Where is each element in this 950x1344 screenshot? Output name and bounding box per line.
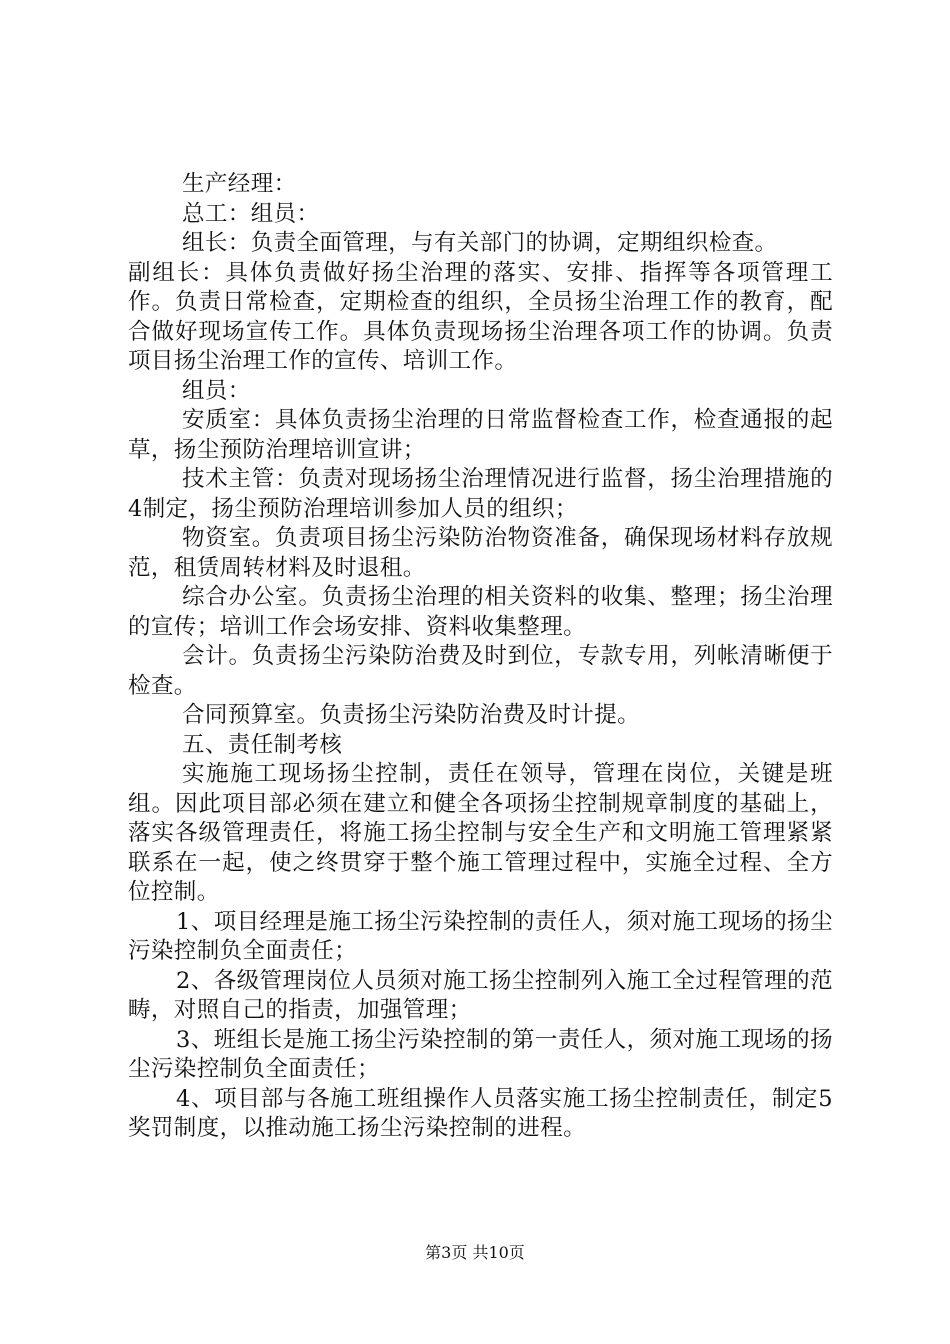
paragraph: 实施施工现场扬尘控制，责任在领导，管理在岗位，关键是班组。因此项目部必须在建立和健全各项扬尘控制规章制度的基础上，落实各级管理责任，将施工扬尘控制与安全生产和文明施工管理紧紧联系在一起，使之终贯穿于整个施工管理过程中，实施全过程、全方位控制。 — [128, 761, 833, 905]
list-item: 3、班组长是施工扬尘污染控制的第一责任人，须对施工现场的扬尘污染控制负全面责任； — [128, 1026, 833, 1082]
paragraph: 安质室：具体负责扬尘治理的日常监督检查工作，检查通报的起草，扬尘预防治理培训宣讲； — [128, 407, 833, 463]
paragraph: 会计。负责扬尘污染防治费及时到位，专款专用，列帐清晰便于检查。 — [128, 643, 833, 699]
page-footer: 第3页 共10页 — [425, 1243, 525, 1262]
paragraph: 组长：负责全面管理，与有关部门的协调，定期组织检查。 — [182, 230, 778, 256]
list-item: 4、项目部与各施工班组操作人员落实施工扬尘控制责任，制定5奖罚制度，以推动施工扬尘污染控制的进程。 — [128, 1085, 833, 1141]
list-item: 1、项目经理是施工扬尘污染控制的责任人，须对施工现场的扬尘污染控制负全面责任； — [128, 908, 833, 964]
paragraph: 总工：组员： — [182, 200, 320, 227]
paragraph: 综合办公室。负责扬尘治理的相关资料的收集、整理；扬尘治理的宣传；培训工作会场安排、资料收集整理。 — [128, 584, 833, 640]
paragraph: 技术主管：负责对现场扬尘治理情况进行监督，扬尘治理措施的4制定，扬尘预防治理培训参加人员的组织； — [128, 466, 833, 522]
section-heading: 五、责任制考核 — [182, 731, 343, 758]
paragraph: 合同预算室。负责扬尘污染防治费及时计提。 — [182, 702, 641, 728]
paragraph: 物资室。负责项目扬尘污染防治物资准备，确保现场材料存放规范，租赁周转材料及时退租。 — [128, 525, 833, 581]
list-item: 2、各级管理岗位人员须对施工扬尘控制列入施工全过程管理的范畴，对照自己的指责，加强管理； — [128, 967, 833, 1023]
paragraph: 副组长：具体负责做好扬尘治理的落实、安排、指挥等各项管理工作。负责日常检查，定期检查的组织，全员扬尘治理工作的教育，配合做好现场宣传工作。具体负责现场扬尘治理各项工作的协调。负责项目扬尘治理工作的宣传、培训工作。 — [128, 259, 833, 374]
paragraph: 生产经理： — [182, 171, 297, 197]
document-body — [128, 170, 833, 1144]
paragraph: 组员： — [182, 377, 251, 404]
